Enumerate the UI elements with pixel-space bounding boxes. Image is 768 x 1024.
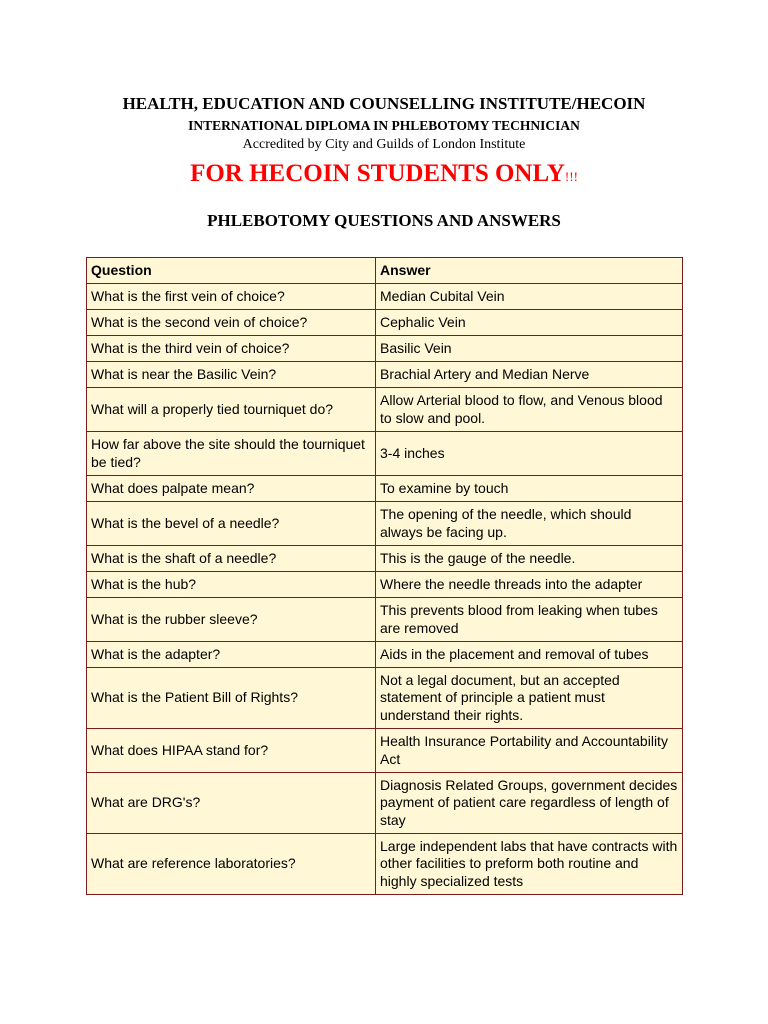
answer-cell: Diagnosis Related Groups, government decides payment of patient care regardless of length of stay [376, 773, 683, 834]
table-row [87, 388, 683, 432]
question-cell: What is the Patient Bill of Rights? [87, 668, 376, 729]
question-cell: What is the second vein of choice? [87, 310, 376, 336]
answer-cell: Health Insurance Portability and Accountability Act [376, 729, 683, 773]
answer-cell: Basilic Vein [376, 336, 683, 362]
question-cell: What is near the Basilic Vein? [87, 362, 376, 388]
answer-cell: Not a legal document, but an accepted statement of principle a patient must understand their rights. [376, 668, 683, 729]
question-cell: What will a properly tied tourniquet do? [87, 388, 376, 432]
table-row [87, 336, 683, 362]
table-row [87, 572, 683, 598]
notice-suffix: !!! [564, 169, 578, 184]
table-row [87, 642, 683, 668]
table-row [87, 362, 683, 388]
students-only-notice [0, 160, 768, 188]
table-row [87, 546, 683, 572]
answer-cell: Aids in the placement and removal of tubes [376, 642, 683, 668]
question-cell: What does palpate mean? [87, 476, 376, 502]
table-row [87, 598, 683, 642]
qa-table [86, 257, 683, 895]
answer-cell: 3-4 inches [376, 432, 683, 476]
table-row [87, 834, 683, 895]
table-row [87, 284, 683, 310]
table-row [87, 432, 683, 476]
question-cell: What are reference laboratories? [87, 834, 376, 895]
table-row [87, 729, 683, 773]
question-cell: What is the rubber sleeve? [87, 598, 376, 642]
answer-cell: To examine by touch [376, 476, 683, 502]
answer-cell: Large independent labs that have contracts with other facilities to preform both routine and highly specialized tests [376, 834, 683, 895]
answer-cell: Cephalic Vein [376, 310, 683, 336]
question-cell: What is the shaft of a needle? [87, 546, 376, 572]
table-row [87, 773, 683, 834]
document-title: PHLEBOTOMY QUESTIONS AND ANSWERS [207, 211, 561, 230]
answer-cell: The opening of the needle, which should always be facing up. [376, 502, 683, 546]
answer-cell: Allow Arterial blood to flow, and Venous blood to slow and pool. [376, 388, 683, 432]
question-cell: What is the hub? [87, 572, 376, 598]
question-cell: How far above the site should the tourniquet be tied? [87, 432, 376, 476]
column-header-question: Question [87, 258, 376, 284]
answer-cell: Brachial Artery and Median Nerve [376, 362, 683, 388]
table-row [87, 668, 683, 729]
table-row [87, 476, 683, 502]
table-header-row [87, 258, 683, 284]
question-cell: What does HIPAA stand for? [87, 729, 376, 773]
question-cell: What is the first vein of choice? [87, 284, 376, 310]
answer-cell: This is the gauge of the needle. [376, 546, 683, 572]
column-header-answer: Answer [376, 258, 683, 284]
answer-cell: Where the needle threads into the adapter [376, 572, 683, 598]
question-cell: What are DRG's? [87, 773, 376, 834]
answer-cell: Median Cubital Vein [376, 284, 683, 310]
answer-cell: This prevents blood from leaking when tubes are removed [376, 598, 683, 642]
table-row [87, 310, 683, 336]
question-cell: What is the adapter? [87, 642, 376, 668]
notice-text: FOR HECOIN STUDENTS ONLY [190, 160, 565, 187]
table-row [87, 502, 683, 546]
institute-name: HEALTH, EDUCATION AND COUNSELLING INSTITUTE/HECOIN [122, 94, 646, 113]
question-cell: What is the bevel of a needle? [87, 502, 376, 546]
accreditation-line: Accredited by City and Guilds of London Institute [242, 137, 526, 152]
question-cell: What is the third vein of choice? [87, 336, 376, 362]
diploma-title: INTERNATIONAL DIPLOMA IN PHLEBOTOMY TECHNICIAN [188, 118, 580, 133]
